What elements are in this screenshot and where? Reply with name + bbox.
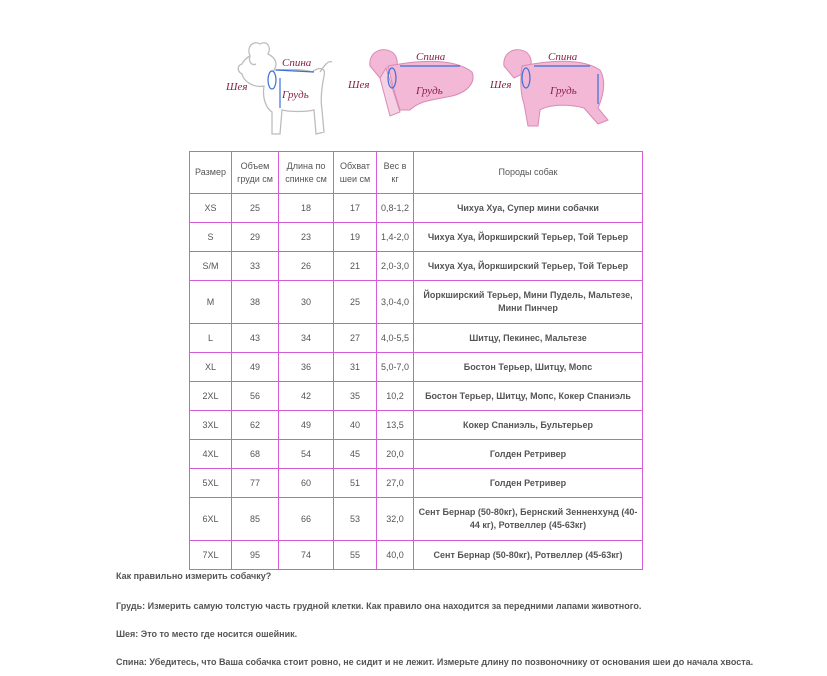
- cell-back: 49: [279, 411, 334, 440]
- overall-label-neck: Шея: [490, 79, 512, 91]
- cell-weight: 5,0-7,0: [377, 353, 414, 382]
- cell-size: XS: [190, 194, 232, 223]
- table-row: [190, 541, 643, 570]
- measurement-diagrams: [220, 38, 620, 148]
- cell-neck: 53: [334, 498, 377, 541]
- cell-size: 5XL: [190, 469, 232, 498]
- cell-chest: 38: [232, 281, 279, 324]
- cell-chest: 95: [232, 541, 279, 570]
- cell-size: 6XL: [190, 498, 232, 541]
- instructions-neck: Шея: Это то место где носится ошейник.: [116, 629, 298, 639]
- table-row: [190, 498, 643, 541]
- jacket-label-chest: Грудь: [416, 85, 443, 97]
- size-table: [189, 151, 643, 570]
- cell-chest: 68: [232, 440, 279, 469]
- cell-back: 26: [279, 252, 334, 281]
- cell-neck: 55: [334, 541, 377, 570]
- cell-size: S/M: [190, 252, 232, 281]
- table-row: [190, 469, 643, 498]
- cell-weight: 2,0-3,0: [377, 252, 414, 281]
- table-row: [190, 194, 643, 223]
- cell-neck: 21: [334, 252, 377, 281]
- cell-neck: 19: [334, 223, 377, 252]
- cell-back: 60: [279, 469, 334, 498]
- measurement-illustration: [220, 38, 620, 148]
- cell-size: S: [190, 223, 232, 252]
- cell-back: 34: [279, 324, 334, 353]
- cell-breeds: Йоркширский Терьер, Мини Пудель, Мальтезе, Мини Пинчер: [414, 281, 643, 324]
- cell-breeds: Голден Ретривер: [414, 469, 643, 498]
- jacket-label-neck: Шея: [348, 79, 370, 91]
- cell-size: XL: [190, 353, 232, 382]
- cell-breeds: Бостон Терьер, Шитцу, Мопс, Кокер Спаниэль: [414, 382, 643, 411]
- cell-neck: 35: [334, 382, 377, 411]
- cell-back: 66: [279, 498, 334, 541]
- header-neck: Обхват шеи см: [334, 152, 377, 194]
- cell-weight: 10,2: [377, 382, 414, 411]
- cell-chest: 33: [232, 252, 279, 281]
- dog-label-back: Спина: [282, 57, 312, 69]
- cell-neck: 45: [334, 440, 377, 469]
- cell-breeds: Бостон Терьер, Шитцу, Мопс: [414, 353, 643, 382]
- header-size: Размер: [190, 152, 232, 194]
- cell-chest: 77: [232, 469, 279, 498]
- cell-breeds: Голден Ретривер: [414, 440, 643, 469]
- table-header-row: [190, 152, 643, 194]
- dog-ear-outline: [249, 56, 256, 65]
- cell-back: 54: [279, 440, 334, 469]
- cell-chest: 25: [232, 194, 279, 223]
- table-row: [190, 353, 643, 382]
- instructions-title: Как правильно измерить собачку?: [116, 571, 272, 581]
- cell-breeds: Чихуа Хуа, Йоркширский Терьер, Той Терьер: [414, 223, 643, 252]
- cell-breeds: Сент Бернар (50-80кг), Бернский Зенненхунд (40-44 кг), Ротвеллер (45-63кг): [414, 498, 643, 541]
- header-weight: Вес в кг: [377, 152, 414, 194]
- cell-back: 30: [279, 281, 334, 324]
- table-row: [190, 223, 643, 252]
- cell-back: 18: [279, 194, 334, 223]
- cell-neck: 17: [334, 194, 377, 223]
- cell-breeds: Чихуа Хуа, Йоркширский Терьер, Той Терьер: [414, 252, 643, 281]
- cell-chest: 56: [232, 382, 279, 411]
- cell-breeds: Чихуа Хуа, Супер мини собачки: [414, 194, 643, 223]
- cell-chest: 85: [232, 498, 279, 541]
- cell-weight: 27,0: [377, 469, 414, 498]
- overall-label-chest: Грудь: [550, 85, 577, 97]
- header-chest: Объем груди см: [232, 152, 279, 194]
- cell-neck: 25: [334, 281, 377, 324]
- dog-tail-outline: [320, 62, 332, 72]
- cell-weight: 1,4-2,0: [377, 223, 414, 252]
- jacket-label-back: Спина: [416, 51, 446, 63]
- header-breeds: Породы собак: [414, 152, 643, 194]
- cell-weight: 3,0-4,0: [377, 281, 414, 324]
- cell-breeds: Шитцу, Пекинес, Мальтезе: [414, 324, 643, 353]
- cell-size: 2XL: [190, 382, 232, 411]
- cell-back: 23: [279, 223, 334, 252]
- table-row: [190, 440, 643, 469]
- cell-size: 7XL: [190, 541, 232, 570]
- cell-breeds: Кокер Спаниэль, Бультерьер: [414, 411, 643, 440]
- dog-neck-ring: [268, 71, 276, 89]
- cell-size: M: [190, 281, 232, 324]
- table-row: [190, 252, 643, 281]
- cell-chest: 29: [232, 223, 279, 252]
- table-row: [190, 324, 643, 353]
- overall-label-back: Спина: [548, 51, 578, 63]
- cell-weight: 40,0: [377, 541, 414, 570]
- header-back: Длина по спинке см: [279, 152, 334, 194]
- table-row: [190, 411, 643, 440]
- cell-weight: 32,0: [377, 498, 414, 541]
- cell-weight: 13,5: [377, 411, 414, 440]
- cell-weight: 0,8-1,2: [377, 194, 414, 223]
- cell-weight: 20,0: [377, 440, 414, 469]
- cell-neck: 31: [334, 353, 377, 382]
- cell-back: 42: [279, 382, 334, 411]
- instructions-chest: Грудь: Измерить самую толстую часть грудной клетки. Как правило она находится за передними лапами животного.: [116, 601, 642, 611]
- cell-breeds: Сент Бернар (50-80кг), Ротвеллер (45-63кг): [414, 541, 643, 570]
- cell-size: 4XL: [190, 440, 232, 469]
- cell-chest: 62: [232, 411, 279, 440]
- table-row: [190, 382, 643, 411]
- cell-back: 74: [279, 541, 334, 570]
- cell-size: L: [190, 324, 232, 353]
- dog-label-neck: Шея: [226, 81, 248, 93]
- table-row: [190, 281, 643, 324]
- cell-weight: 4,0-5,5: [377, 324, 414, 353]
- cell-neck: 40: [334, 411, 377, 440]
- cell-neck: 51: [334, 469, 377, 498]
- cell-size: 3XL: [190, 411, 232, 440]
- cell-back: 36: [279, 353, 334, 382]
- dog-label-chest: Грудь: [282, 89, 309, 101]
- cell-chest: 49: [232, 353, 279, 382]
- cell-chest: 43: [232, 324, 279, 353]
- instructions-back: Спина: Убедитесь, что Ваша собачка стоит ровно, не сидит и не лежит. Измерьте длину по позвоночнику от основания шеи до начала хвоста.: [116, 657, 754, 667]
- cell-neck: 27: [334, 324, 377, 353]
